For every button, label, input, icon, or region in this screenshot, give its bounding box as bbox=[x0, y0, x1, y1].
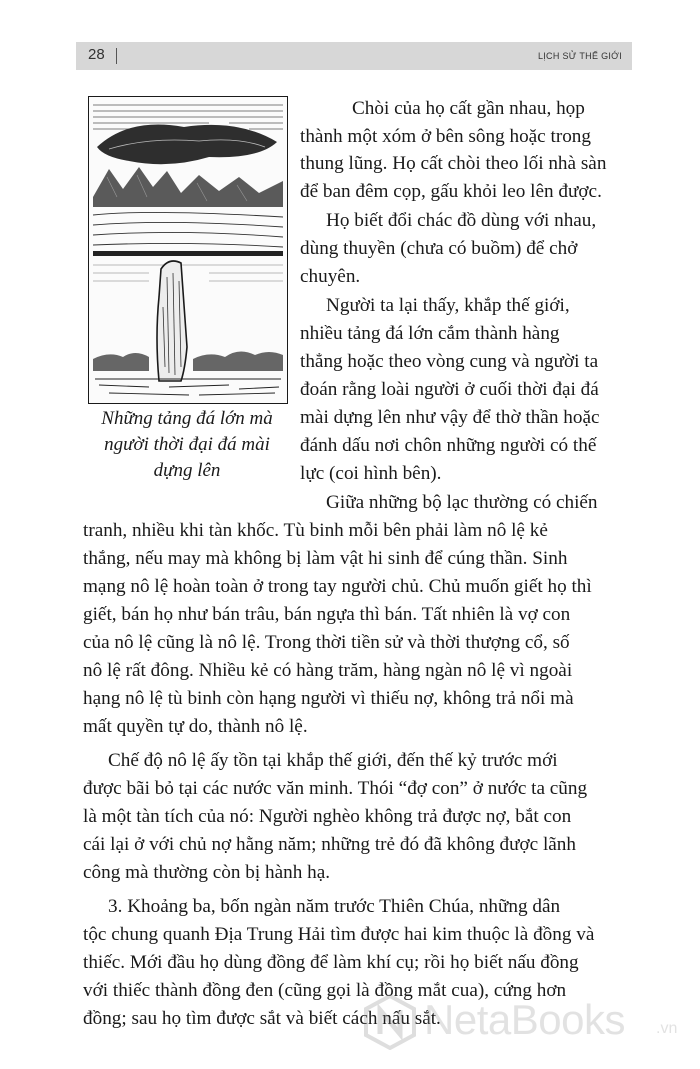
watermark bbox=[362, 990, 682, 1060]
text-line: được bãi bỏ tại các nước văn minh. Thói “đợ con” ở nước ta cũng bbox=[83, 778, 588, 799]
netabooks-logo-icon bbox=[362, 994, 418, 1050]
text-line: thung lũng. Họ cất chòi theo lối nhà sàn bbox=[300, 153, 607, 174]
text-line: Người ta lại thấy, khắp thế giới, bbox=[326, 295, 570, 316]
text-line: là một tàn tích của nó: Người nghèo không trả được nợ, bắt con bbox=[83, 806, 572, 827]
caption-line: dựng lên bbox=[153, 460, 221, 481]
text-line: nô lệ rất đông. Nhiều kẻ có hàng trăm, hàng ngàn nô lệ vì ngoài bbox=[83, 660, 573, 681]
text-line: mạng nô lệ hoàn toàn ở trong tay người chủ. Chủ muốn giết họ thì bbox=[83, 576, 592, 597]
text-line: đồng; sau họ tìm được sắt và biết cách nấu sắt. bbox=[83, 1008, 441, 1029]
text-line: hạng nô lệ tù binh còn hạng người vì thiếu nợ, không trả nổi mà bbox=[83, 688, 574, 709]
text-line: Giữa những bộ lạc thường có chiến bbox=[326, 492, 598, 513]
caption-line: Những tảng đá lớn mà bbox=[101, 408, 273, 429]
text-line: Chế độ nô lệ ấy tồn tại khắp thế giới, đến thế kỷ trước mới bbox=[108, 750, 558, 771]
text-line: chuyên. bbox=[300, 266, 361, 287]
text-line: của nô lệ cũng là nô lệ. Trong thời tiền sử và thời thượng cổ, số bbox=[83, 632, 570, 653]
page-number: 28 bbox=[88, 46, 105, 63]
running-title: LỊCH SỬ THẾ GIỚI bbox=[537, 51, 622, 61]
text-line: với thiếc thành đồng đen (cũng gọi là đồng mắt cua), cứng hơn bbox=[83, 980, 567, 1001]
text-line: thẳng hoặc theo vòng cung và người ta bbox=[300, 351, 599, 372]
text-line: mài dựng lên như vậy để thờ thần hoặc bbox=[300, 407, 600, 428]
text-line: tộc chung quanh Địa Trung Hải tìm được hai kim thuộc là đồng và bbox=[83, 924, 595, 945]
text-line: Chòi của họ cất gần nhau, họp bbox=[352, 98, 585, 119]
watermark-tld: .vn bbox=[656, 1020, 678, 1037]
text-line: thắng, nếu may mà không bị làm vật hi sinh để cúng thần. Sinh bbox=[83, 548, 568, 569]
caption-line: người thời đại đá mài bbox=[104, 434, 270, 455]
text-line: nhiều tảng đá lớn cắm thành hàng bbox=[300, 323, 560, 344]
text-line: 3. Khoảng ba, bốn ngàn năm trước Thiên Chúa, những dân bbox=[108, 896, 561, 917]
text-line: thiếc. Mới đầu họ dùng đồng để làm khí cụ; rồi họ biết nấu đồng bbox=[83, 952, 579, 973]
text-line: cái lại ở với chủ nợ hằng năm; những trẻ đó đã không được lãnh bbox=[83, 834, 576, 855]
text-line: giết, bán họ như bán trâu, bán ngựa thì bán. Tất nhiên là vợ con bbox=[83, 604, 571, 625]
illustration-standing-stone bbox=[88, 96, 288, 404]
text-line: đánh dấu nơi chôn những người có thế bbox=[300, 435, 597, 456]
text-line: để ban đêm cọp, gấu khỏi leo lên được. bbox=[300, 181, 602, 202]
text-line: đoán rằng loài người ở cuối thời đại đá bbox=[300, 379, 599, 400]
watermark-brand: NetaBooks bbox=[424, 996, 625, 1043]
text-line: mất quyền tự do, thành nô lệ. bbox=[83, 716, 308, 737]
figure-caption bbox=[76, 406, 298, 484]
text-line: dùng thuyền (chưa có buồm) để chở bbox=[300, 238, 578, 259]
text-line: thành một xóm ở bên sông hoặc trong bbox=[300, 126, 591, 147]
text-line: công mà thường còn bị hành hạ. bbox=[83, 862, 331, 883]
text-line: lực (coi hình bên). bbox=[300, 463, 442, 484]
text-line: tranh, nhiều khi tàn khốc. Tù binh mỗi bên phải làm nô lệ kẻ bbox=[83, 520, 548, 541]
header-divider bbox=[116, 48, 117, 64]
text-line: Họ biết đổi chác đồ dùng với nhau, bbox=[326, 210, 597, 231]
